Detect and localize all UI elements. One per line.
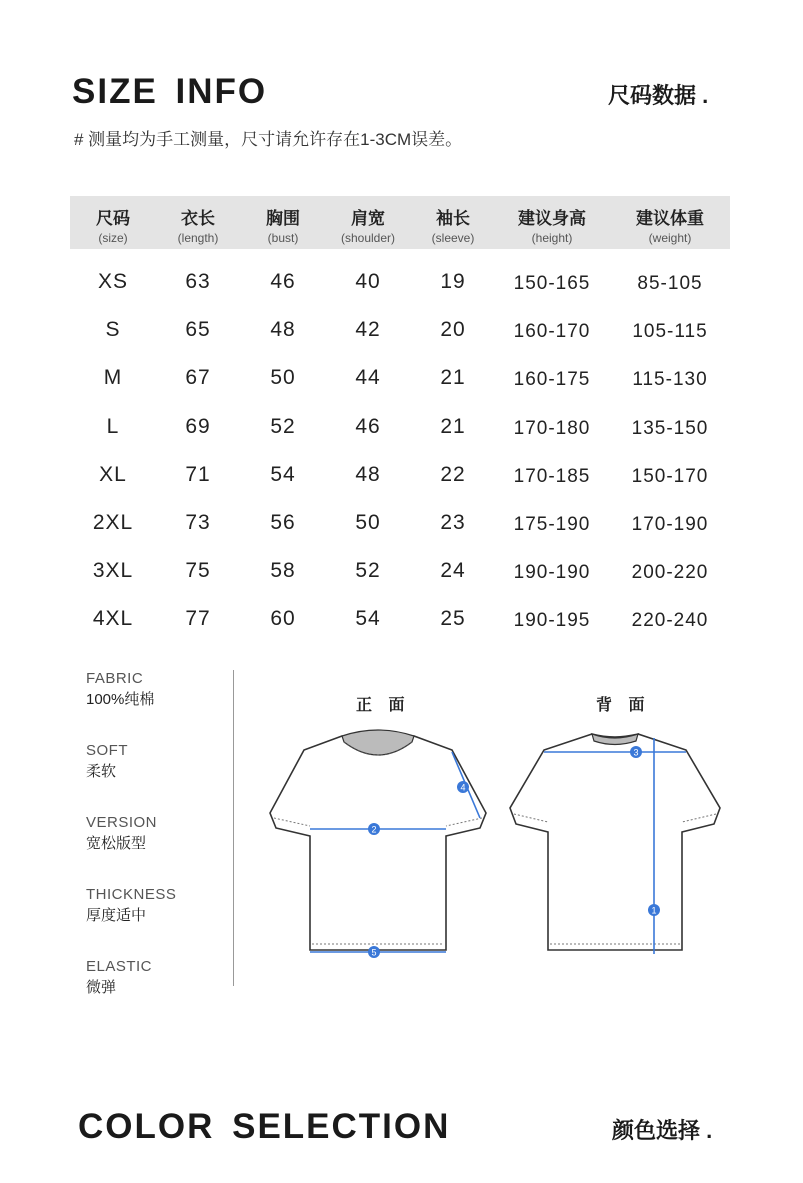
table-cell: 65 — [185, 318, 211, 342]
table-row — [0, 607, 803, 655]
table-cell: L — [106, 414, 120, 438]
table-cell: 40 — [355, 270, 381, 293]
table-cell: 4XL — [92, 607, 134, 631]
table-cell: 23 — [440, 511, 466, 534]
table-cell: 63 — [185, 270, 211, 293]
table-cell: XL — [99, 462, 127, 486]
column-header — [96, 204, 130, 245]
table-cell: 46 — [270, 270, 296, 293]
attribute-item — [86, 958, 152, 997]
table-row — [0, 318, 803, 366]
table-cell: S — [105, 318, 121, 342]
column-header-en: (height) — [531, 231, 573, 245]
table-row — [0, 366, 803, 414]
table-row — [0, 463, 803, 511]
color-selection-title-cn: 颜色选择 . — [612, 1118, 713, 1143]
table-cell: 42 — [355, 318, 381, 342]
attribute-en: SOFT — [86, 742, 128, 759]
column-header — [636, 204, 704, 245]
marker-5-label: 5 — [371, 947, 377, 958]
table-cell: 190-195 — [513, 610, 591, 632]
table-cell: 46 — [355, 414, 381, 438]
table-cell: 170-185 — [513, 465, 591, 487]
table-cell: 115-130 — [632, 369, 708, 391]
front-tshirt-diagram — [262, 728, 494, 968]
attribute-cn: 宽松版型 — [86, 835, 147, 852]
table-cell: 25 — [440, 607, 466, 631]
table-cell: 160-170 — [513, 321, 591, 343]
column-header-cn: 胸围 — [266, 209, 300, 228]
size-table-header — [70, 196, 730, 249]
table-cell: 54 — [355, 607, 381, 631]
column-header — [266, 204, 300, 245]
table-cell: 52 — [355, 559, 381, 583]
column-header — [178, 204, 219, 245]
back-tshirt-diagram — [504, 728, 726, 968]
column-header-en: (shoulder) — [340, 231, 396, 245]
table-row — [0, 415, 803, 463]
table-cell: 48 — [355, 462, 381, 486]
attribute-en: ELASTIC — [86, 958, 153, 975]
table-cell: 58 — [270, 559, 296, 583]
attributes-divider — [233, 670, 234, 986]
table-cell: 175-190 — [513, 514, 591, 535]
column-header-en: (sleeve) — [431, 231, 475, 245]
table-cell: 20 — [440, 318, 466, 342]
front-view-label: 正 面 — [356, 697, 411, 714]
table-cell: 54 — [270, 462, 296, 486]
table-cell: 105-115 — [632, 321, 708, 343]
table-cell: 69 — [185, 414, 211, 438]
attribute-cn: 微弹 — [86, 979, 117, 996]
column-header-en: (length) — [177, 231, 219, 245]
table-row — [0, 511, 803, 559]
marker-1-label: 1 — [651, 905, 657, 916]
attribute-cn: 柔软 — [86, 763, 117, 780]
size-info-title: SIZE INFO — [72, 72, 268, 111]
back-view-label: 背 面 — [596, 697, 651, 714]
table-cell: 135-150 — [631, 417, 709, 439]
table-cell: 150-165 — [513, 273, 591, 294]
attribute-en: VERSION — [86, 814, 158, 831]
table-cell: XS — [97, 270, 129, 293]
table-cell: 21 — [440, 366, 466, 390]
color-selection-title: COLOR SELECTION — [78, 1107, 451, 1146]
table-cell: 50 — [270, 366, 296, 390]
table-cell: 200-220 — [631, 562, 709, 584]
table-cell: 67 — [185, 366, 211, 390]
table-cell: 77 — [185, 607, 211, 631]
table-cell: 21 — [440, 414, 466, 438]
attribute-item — [86, 814, 157, 853]
table-cell: 52 — [270, 414, 296, 438]
table-cell: 160-175 — [513, 369, 591, 391]
table-cell: 73 — [185, 511, 211, 534]
attribute-item — [86, 742, 128, 781]
attribute-en: THICKNESS — [86, 886, 177, 903]
table-cell: 150-170 — [631, 465, 709, 487]
table-cell: 56 — [270, 511, 296, 534]
table-cell: 71 — [185, 462, 211, 486]
column-header-cn: 建议身高 — [518, 209, 586, 228]
column-header-en: (size) — [98, 231, 128, 245]
column-header-en: (bust) — [267, 231, 299, 245]
table-cell: 170-190 — [631, 514, 709, 535]
column-header-en: (weight) — [648, 231, 692, 245]
size-info-title-cn: 尺码数据 . — [608, 83, 709, 108]
marker-2-label: 2 — [371, 824, 377, 835]
table-cell: 19 — [440, 270, 466, 293]
table-cell: 24 — [440, 559, 466, 583]
table-cell: 2XL — [92, 511, 134, 534]
column-header — [341, 204, 395, 245]
table-row — [0, 270, 803, 318]
table-cell: 22 — [440, 462, 466, 486]
attribute-cn: 100%纯棉 — [86, 691, 155, 708]
column-header — [432, 204, 475, 245]
table-cell: 170-180 — [513, 417, 591, 439]
column-header-cn: 肩宽 — [351, 209, 385, 228]
table-cell: 48 — [270, 318, 296, 342]
table-cell: 190-190 — [513, 562, 591, 584]
table-cell: 44 — [355, 366, 381, 390]
table-row — [0, 559, 803, 607]
attribute-item — [86, 670, 154, 709]
table-cell: 220-240 — [631, 610, 709, 632]
table-cell: M — [103, 366, 123, 390]
attribute-item — [86, 886, 176, 925]
attribute-en: FABRIC — [86, 670, 144, 687]
marker-4-label: 4 — [460, 782, 466, 793]
attribute-cn: 厚度适中 — [86, 907, 147, 924]
column-header — [518, 204, 586, 245]
column-header-cn: 建议体重 — [636, 209, 704, 228]
table-cell: 75 — [185, 559, 211, 583]
table-cell: 60 — [270, 607, 296, 631]
column-header-cn: 袖长 — [436, 209, 470, 228]
table-cell: 85-105 — [637, 273, 703, 294]
measurement-note: # 测量均为手工测量，尺寸请允许存在1-3CM误差。 — [74, 130, 463, 149]
table-cell: 3XL — [92, 559, 134, 583]
table-cell: 50 — [355, 511, 381, 534]
marker-3-label: 3 — [633, 747, 639, 758]
column-header-cn: 尺码 — [96, 209, 130, 228]
column-header-cn: 衣长 — [181, 209, 215, 228]
